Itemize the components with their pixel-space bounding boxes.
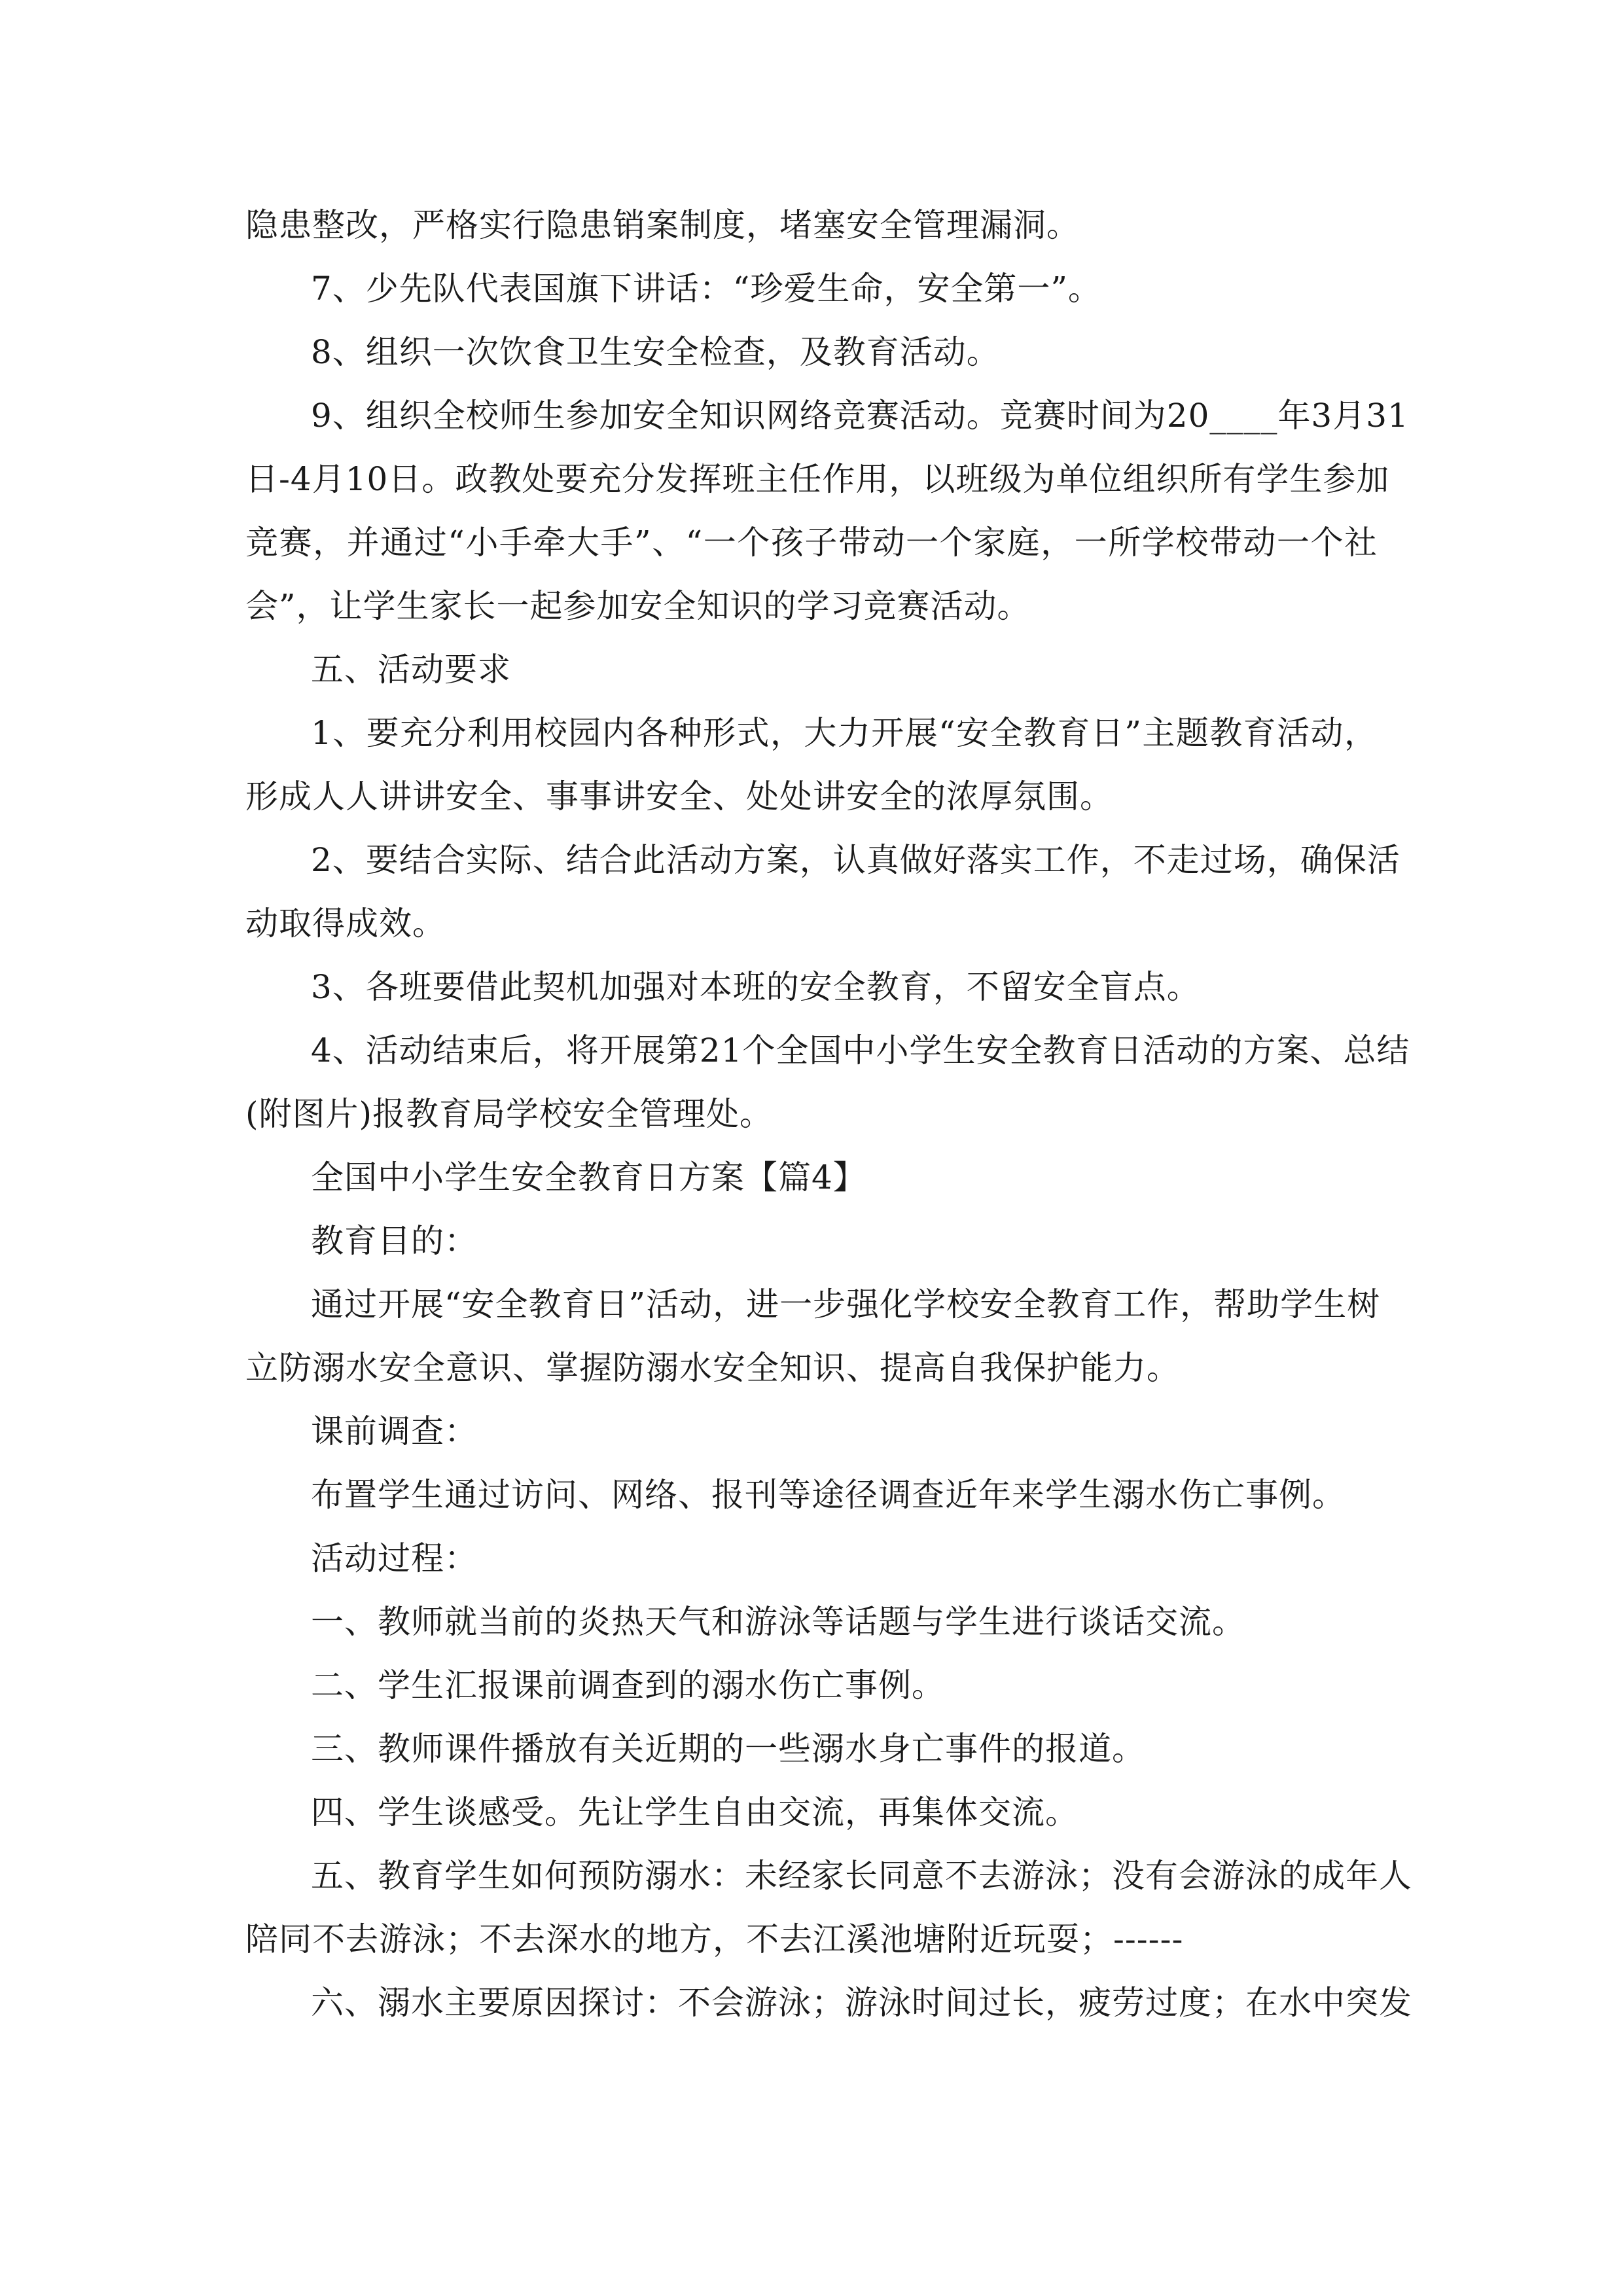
- text-line: 立防溺水安全意识、掌握防溺水安全知识、提高自我保护能力。: [245, 1349, 1180, 1387]
- text-line: 三、教师课件播放有关近期的一些溺水身亡事件的报道。: [311, 1730, 1145, 1768]
- text-line: 布置学生通过访问、网络、报刊等途径调查近年来学生溺水伤亡事例。: [311, 1476, 1346, 1514]
- document-body: [245, 194, 1412, 2035]
- text-line: 9、组织全校师生参加安全知识网络竞赛活动。竞赛时间为20____年3月31: [311, 397, 1409, 435]
- section-title: 全国中小学生安全教育日方案【篇4】: [311, 1158, 866, 1196]
- text-line: 通过开展“安全教育日”活动，进一步强化学校安全教育工作，帮助学生树: [311, 1285, 1381, 1323]
- text-line: 动取得成效。: [245, 905, 446, 942]
- section-heading: 课前调查：: [311, 1412, 478, 1450]
- section-heading: 五、活动要求: [311, 651, 511, 689]
- text-line: 二、学生汇报课前调查到的溺水伤亡事例。: [311, 1666, 945, 1704]
- text-line: 7、少先队代表国旗下讲话：“珍爱生命，安全第一”。: [311, 270, 1101, 308]
- text-line: 陪同不去游泳；不去深水的地方，不去江溪池塘附近玩耍；------: [245, 1920, 1184, 1958]
- text-line: 一、教师就当前的炎热天气和游泳等话题与学生进行谈话交流。: [311, 1603, 1245, 1641]
- text-line: 竞赛，并通过“小手牵大手”、“一个孩子带动一个家庭，一所学校带动一个社: [245, 524, 1378, 562]
- text-line: 六、溺水主要原因探讨：不会游泳；游泳时间过长，疲劳过度；在水中突发: [311, 1984, 1412, 2022]
- text-line: 隐患整改，严格实行隐患销案制度，堵塞安全管理漏洞。: [245, 206, 1080, 244]
- section-heading: 教育目的：: [311, 1222, 478, 1260]
- text-line: (附图片)报教育局学校安全管理处。: [245, 1095, 774, 1133]
- text-line: 五、教育学生如何预防溺水：未经家长同意不去游泳；没有会游泳的成年人: [311, 1857, 1412, 1895]
- text-line: 1、要充分利用校园内各种形式，大力开展“安全教育日”主题教育活动，: [311, 714, 1378, 752]
- text-line: 四、学生谈感受。先让学生自由交流，再集体交流。: [311, 1793, 1079, 1831]
- text-line: 日-4月10日。政教处要充分发挥班主任作用，以班级为单位组织所有学生参加: [245, 460, 1390, 498]
- text-line: 3、各班要借此契机加强对本班的安全教育，不留安全盲点。: [311, 968, 1200, 1006]
- text-line: 8、组织一次饮食卫生安全检查，及教育活动。: [311, 333, 1000, 371]
- text-line: 2、要结合实际、结合此活动方案，认真做好落实工作，不走过场，确保活: [311, 841, 1400, 879]
- text-line: 4、活动结束后，将开展第21个全国中小学生安全教育日活动的方案、总结: [311, 1031, 1410, 1069]
- text-line: 形成人人讲讲安全、事事讲安全、处处讲安全的浓厚氛围。: [245, 778, 1113, 816]
- section-heading: 活动过程：: [311, 1539, 478, 1577]
- text-line: 会”，让学生家长一起参加安全知识的学习竞赛活动。: [245, 587, 1031, 625]
